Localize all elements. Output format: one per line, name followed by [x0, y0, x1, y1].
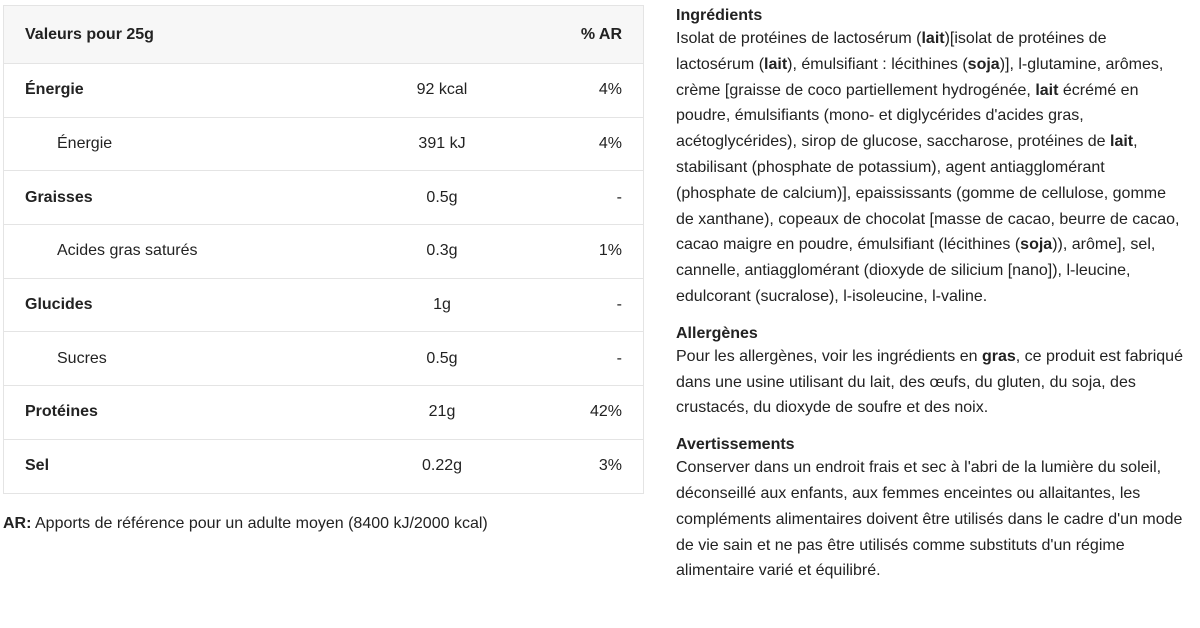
header-spacer	[366, 6, 518, 64]
ingredients-segment: )[isolat de protéines de lactosérum (	[676, 30, 1107, 73]
table-row	[4, 386, 644, 440]
nutrient-ar: 3%	[598, 457, 622, 475]
nutrient-label: Glucides	[25, 296, 93, 314]
ar-footnote-text: Apports de référence pour un adulte moyen (8400 kJ/2000 kcal)	[31, 514, 488, 532]
ingredients-segment: )), arôme], sel, cannelle, antiagglomérant (dioxyde de silicium [nano]), l-leucine, edulcorant (sucralose), l-isoleucine, l-valine.	[676, 236, 1156, 305]
warnings-text: Conserver dans un endroit frais et sec à l'abri de la lumière du soleil, déconseillé aux enfants, aux femmes enceintes ou allaitantes, les compléments alimentaires doivent être utilisés dans le cadre d'un mode de vie sain et ne pas être utilisés comme substituts d'un régime alimentaire varié et équilibré.	[676, 459, 1183, 580]
allergens-bold: gras	[981, 347, 1016, 365]
nutrition-header-row	[4, 6, 644, 64]
nutrient-value: 0.3g	[426, 242, 458, 260]
table-row	[4, 117, 644, 171]
ingredients-title: Ingrédients	[676, 7, 763, 24]
nutrient-ar: 4%	[598, 81, 622, 99]
ar-footnote-label: AR:	[3, 514, 32, 532]
nutrient-value: 0.5g	[426, 188, 458, 206]
nutrient-ar: -	[616, 296, 622, 314]
ingredients-text	[676, 26, 1186, 310]
allergens-text	[676, 344, 1186, 421]
ingredients-segment: ), émulsifiant : lécithines (	[787, 55, 968, 73]
allergens-segment: , ce produit est fabriqué dans une usine utilisant du lait, des œufs, du gluten, du soja, des crustacés, du dioxyde de soufre et des noix.	[676, 347, 1183, 417]
nutrition-table	[3, 5, 644, 494]
nutrient-ar: 42%	[589, 403, 622, 421]
product-info	[676, 6, 1186, 584]
allergen-highlight: lait	[1035, 81, 1059, 99]
nutrition-panel	[3, 5, 644, 534]
nutrient-ar: 1%	[598, 242, 622, 260]
nutrient-value: 0.5g	[426, 349, 458, 367]
nutrient-label: Sucres	[57, 349, 107, 367]
table-row	[4, 64, 644, 118]
ingredients-segment: )], l-glutamine, arômes, crème [graisse de coco partiellement hydrogénée,	[676, 55, 1164, 99]
nutrient-value: 92 kcal	[416, 81, 468, 99]
table-row	[4, 225, 644, 279]
ingredients-segment: Isolat de protéines de lactosérum (	[676, 30, 922, 47]
nutrient-ar: 4%	[598, 135, 622, 153]
nutrient-label: Protéines	[25, 403, 98, 421]
allergen-highlight: lait	[1110, 133, 1134, 151]
nutrient-value: 391 kJ	[418, 135, 466, 153]
nutrient-label: Sel	[25, 457, 50, 475]
nutrient-ar: -	[616, 188, 622, 206]
allergen-highlight: lait	[764, 55, 788, 73]
nutrient-label: Énergie	[57, 135, 113, 153]
table-row	[4, 171, 644, 225]
allergen-highlight: soja	[1020, 236, 1053, 254]
header-ar: % AR	[518, 6, 644, 64]
table-row	[4, 439, 644, 493]
table-row	[4, 332, 644, 386]
table-row	[4, 278, 644, 332]
ingredients-segment: , stabilisant (phosphate de potassium), agent antiagglomérant (phosphate de calcium)], epaississants (gomme de cellulose, gomme de xanthane), copeaux de chocolat [masse de cacao, beurre de cacao, cacao maigre en poudre, émulsifiant (lécithines (	[676, 133, 1180, 254]
allergen-highlight: soja	[967, 55, 1000, 73]
nutrient-value: 1g	[433, 296, 451, 314]
ar-footnote	[3, 514, 644, 534]
nutrient-label: Graisses	[25, 188, 93, 206]
allergens-segment: Pour les allergènes, voir les ingrédients en	[676, 347, 982, 365]
nutrient-label: Acides gras saturés	[57, 242, 198, 260]
ingredients-segment: écrémé en poudre, émulsifiants (mono- et diglycérides d'acides gras, acétoglycérides), sirop de glucose, saccharose, protéines de	[676, 81, 1139, 151]
nutrient-ar: -	[616, 349, 622, 367]
nutrient-label: Énergie	[25, 81, 84, 99]
warnings-title: Avertissements	[676, 436, 795, 454]
allergen-highlight: lait	[921, 30, 945, 47]
nutrient-value: 21g	[428, 403, 456, 421]
header-label: Valeurs pour 25g	[4, 6, 367, 64]
allergens-title: Allergènes	[676, 324, 758, 342]
nutrient-value: 0.22g	[421, 457, 463, 475]
